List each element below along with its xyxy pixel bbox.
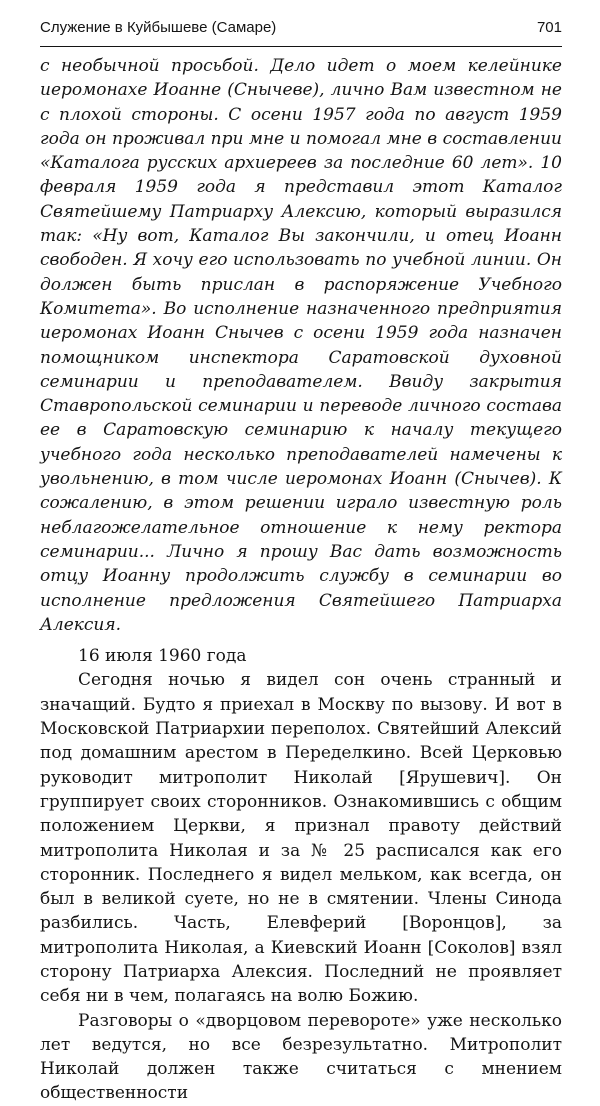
book-page (40, 16, 562, 1104)
page-header (40, 16, 562, 47)
diary-paragraph-2: Разговоры о «дворцовом перевороте» уже несколько лет ведутся, но все безрезультатно. Митрополит Николай должен также считаться с мнением общественности (40, 1010, 562, 1104)
body-text (40, 54, 562, 1106)
diary-date-heading: 16 июля 1960 года (78, 646, 247, 667)
page-number: 701 (536, 19, 562, 36)
diary-paragraph-1: Сегодня ночью я видел сон очень странный и значащий. Будто я приехал в Москву по вызову. И вот в Московской Патриархии переполох. Святейший Алексий под домашним арестом в Переделкино. Всей Церковью руководит митрополит Николай [Ярушевич]. Он группирует своих сторонников. Ознакомившись с общим положением Церкви, я признал правоту действий митрополита Николая и за № 25 расписался как его сторонник. Последнего я видел мельком, как всегда, он был в великой суете, но не в смятении. Члены Синода разбились. Часть, Елевферий [Воронцов], за митрополита Николая, а Киевский Иоанн [Соколов] взял сторону Патриарха Алексия. Последний не проявляет себя ни в чем, полагаясь на волю Божию. (40, 670, 562, 1007)
letter-excerpt: с необычной просьбой. Дело идет о моем келейнике иеромонахе Иоанне (Снычеве), лично Вам известном не с плохой стороны. С осени 1957 года по август 1959 года он проживал при мне и помогал мне в составлении «Каталога русских архиереев за последние 60 лет». 10 февраля 1959 года я представил этот Каталог Святейшему Патриарху Алексию, который выразился так: «Ну вот, Каталог Вы закончили, и отец Иоанн свободен. Я хочу его использовать по учебной линии. Он должен быть прислан в распоряжение Учебного Комитета». Во исполнение назначенного предприятия иеромонах Иоанн Снычев с осени 1959 года назначен помощником инспектора Саратовской духовной семинарии и преподавателем. Ввиду закрытия Ставропольской семинарии и переводе личного состава ее в Саратовскую семинарию к началу текущего учебного года несколько преподавателей намечены к увольнению, в том числе иеромонах Иоанн (Снычев). К сожалению, в этом решении играло известную роль неблагожелательное отношение к нему ректора семинарии... Лично я прошу Вас дать возможность отцу Иоанну продолжить службу в семинарии во исполнение предложения Святейшего Патриарха Алексия. (40, 56, 562, 635)
running-title: Служение в Куйбышеве (Самаре) (40, 19, 277, 36)
